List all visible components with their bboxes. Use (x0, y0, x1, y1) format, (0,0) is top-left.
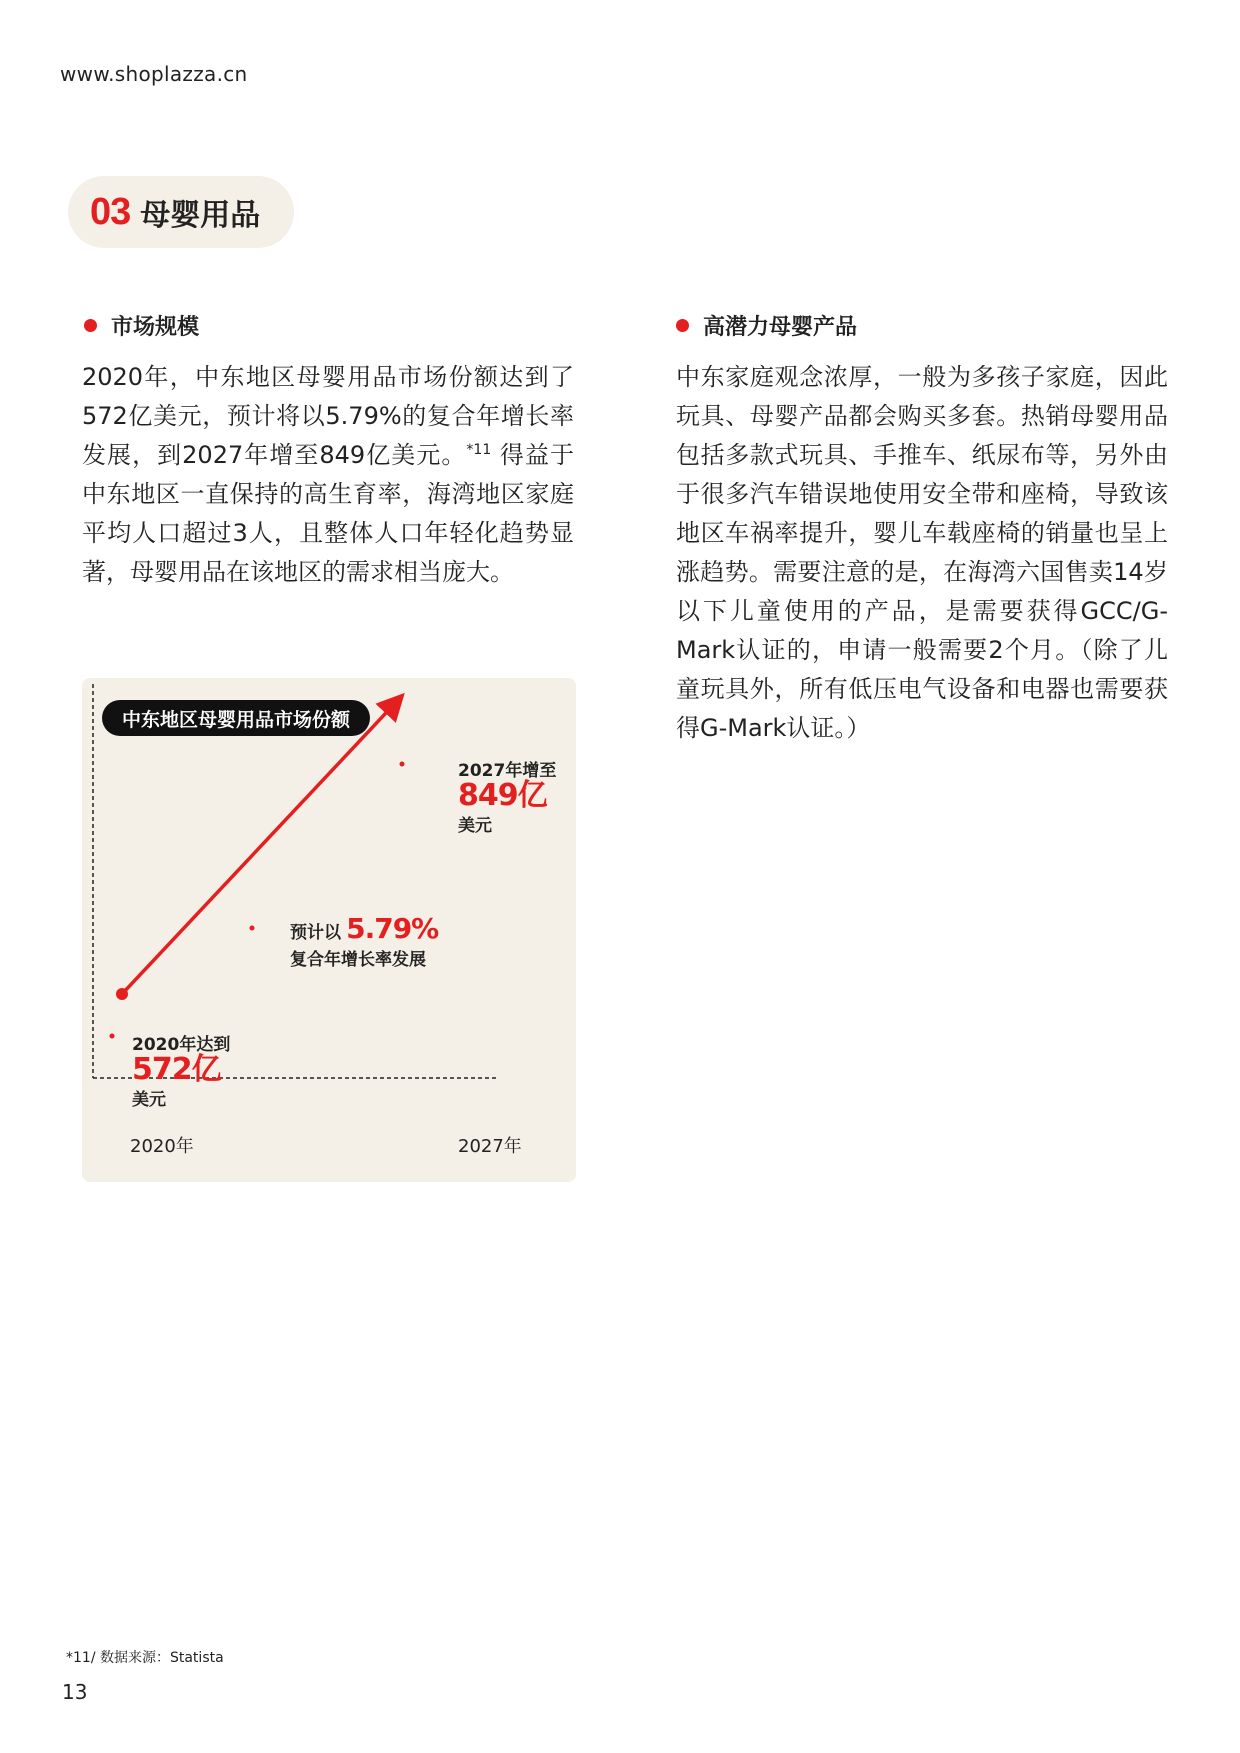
bullet-dot-icon (676, 319, 689, 332)
footnote: *11/ 数据来源：Statista (66, 1650, 224, 1666)
end-value: 849亿 (458, 778, 547, 813)
end-unit: 美元 (458, 816, 492, 836)
end-label-text: 2027年增至 (458, 761, 557, 781)
x-tick-2020: 2020年 (130, 1136, 194, 1157)
footnote-ref: *11 (466, 442, 492, 458)
market-size-text: 2020年，中东地区母婴用品市场份额达到了572亿美元，预计将以5.79%的复合年增长率发展，到2027年增至849亿美元。 (82, 363, 574, 469)
section-badge (68, 176, 294, 248)
chart-title: 中东地区母婴用品市场份额 (102, 700, 370, 736)
bullet-dot-icon (84, 319, 97, 332)
start-label-text: 2020年达到 (132, 1035, 231, 1055)
label-dot-mid (250, 926, 255, 931)
x-tick-2027: 2027年 (458, 1136, 522, 1157)
start-value: 572亿 (132, 1052, 221, 1087)
potential-products-heading (676, 310, 857, 341)
market-size-heading (84, 310, 199, 341)
growth-annotation (290, 912, 438, 970)
potential-products-paragraph: 中东家庭观念浓厚，一般为多孩子家庭，因此玩具、母婴产品都会购买多套。热销母婴用品包括多款式玩具、手推车、纸尿布等，另外由于很多汽车错误地使用安全带和座椅，导致该地区车祸率提升，婴儿车载座椅的销量也呈上涨趋势。需要注意的是，在海湾六国售卖14岁以下儿童使用的产品，是需要获得GCC/G-Mark认证的，申请一般需要2个月。（除了儿童玩具外，所有低压电气设备和电器也需要获得G-Mark认证。） (676, 363, 1168, 742)
page-number: 13 (62, 1680, 88, 1704)
end-value-label (458, 756, 556, 836)
growth-description: 复合年增长率发展 (290, 950, 426, 970)
site-url[interactable]: www.shoplazza.cn (60, 62, 248, 86)
data-point-2020 (116, 988, 128, 1000)
market-share-chart (82, 678, 576, 1182)
market-size-paragraph (82, 358, 574, 592)
label-dot-start (110, 1034, 115, 1039)
market-size-text-cont: 得益于中东地区一直保持的高生育率，海湾地区家庭平均人口超过3人，且整体人口年轻化趋势显著，母婴用品在该地区的需求相当庞大。 (82, 441, 574, 586)
start-value-label (132, 1030, 230, 1110)
growth-rate: 5.79% (346, 912, 439, 945)
growth-prefix: 预计以 (290, 923, 341, 943)
section-number: 03 (90, 190, 131, 233)
market-size-heading-label: 市场规模 (111, 315, 200, 340)
start-unit: 美元 (132, 1090, 166, 1110)
section-title: 母婴用品 (140, 198, 261, 233)
label-dot-end (400, 762, 405, 767)
potential-products-heading-label: 高潜力母婴产品 (703, 315, 858, 340)
